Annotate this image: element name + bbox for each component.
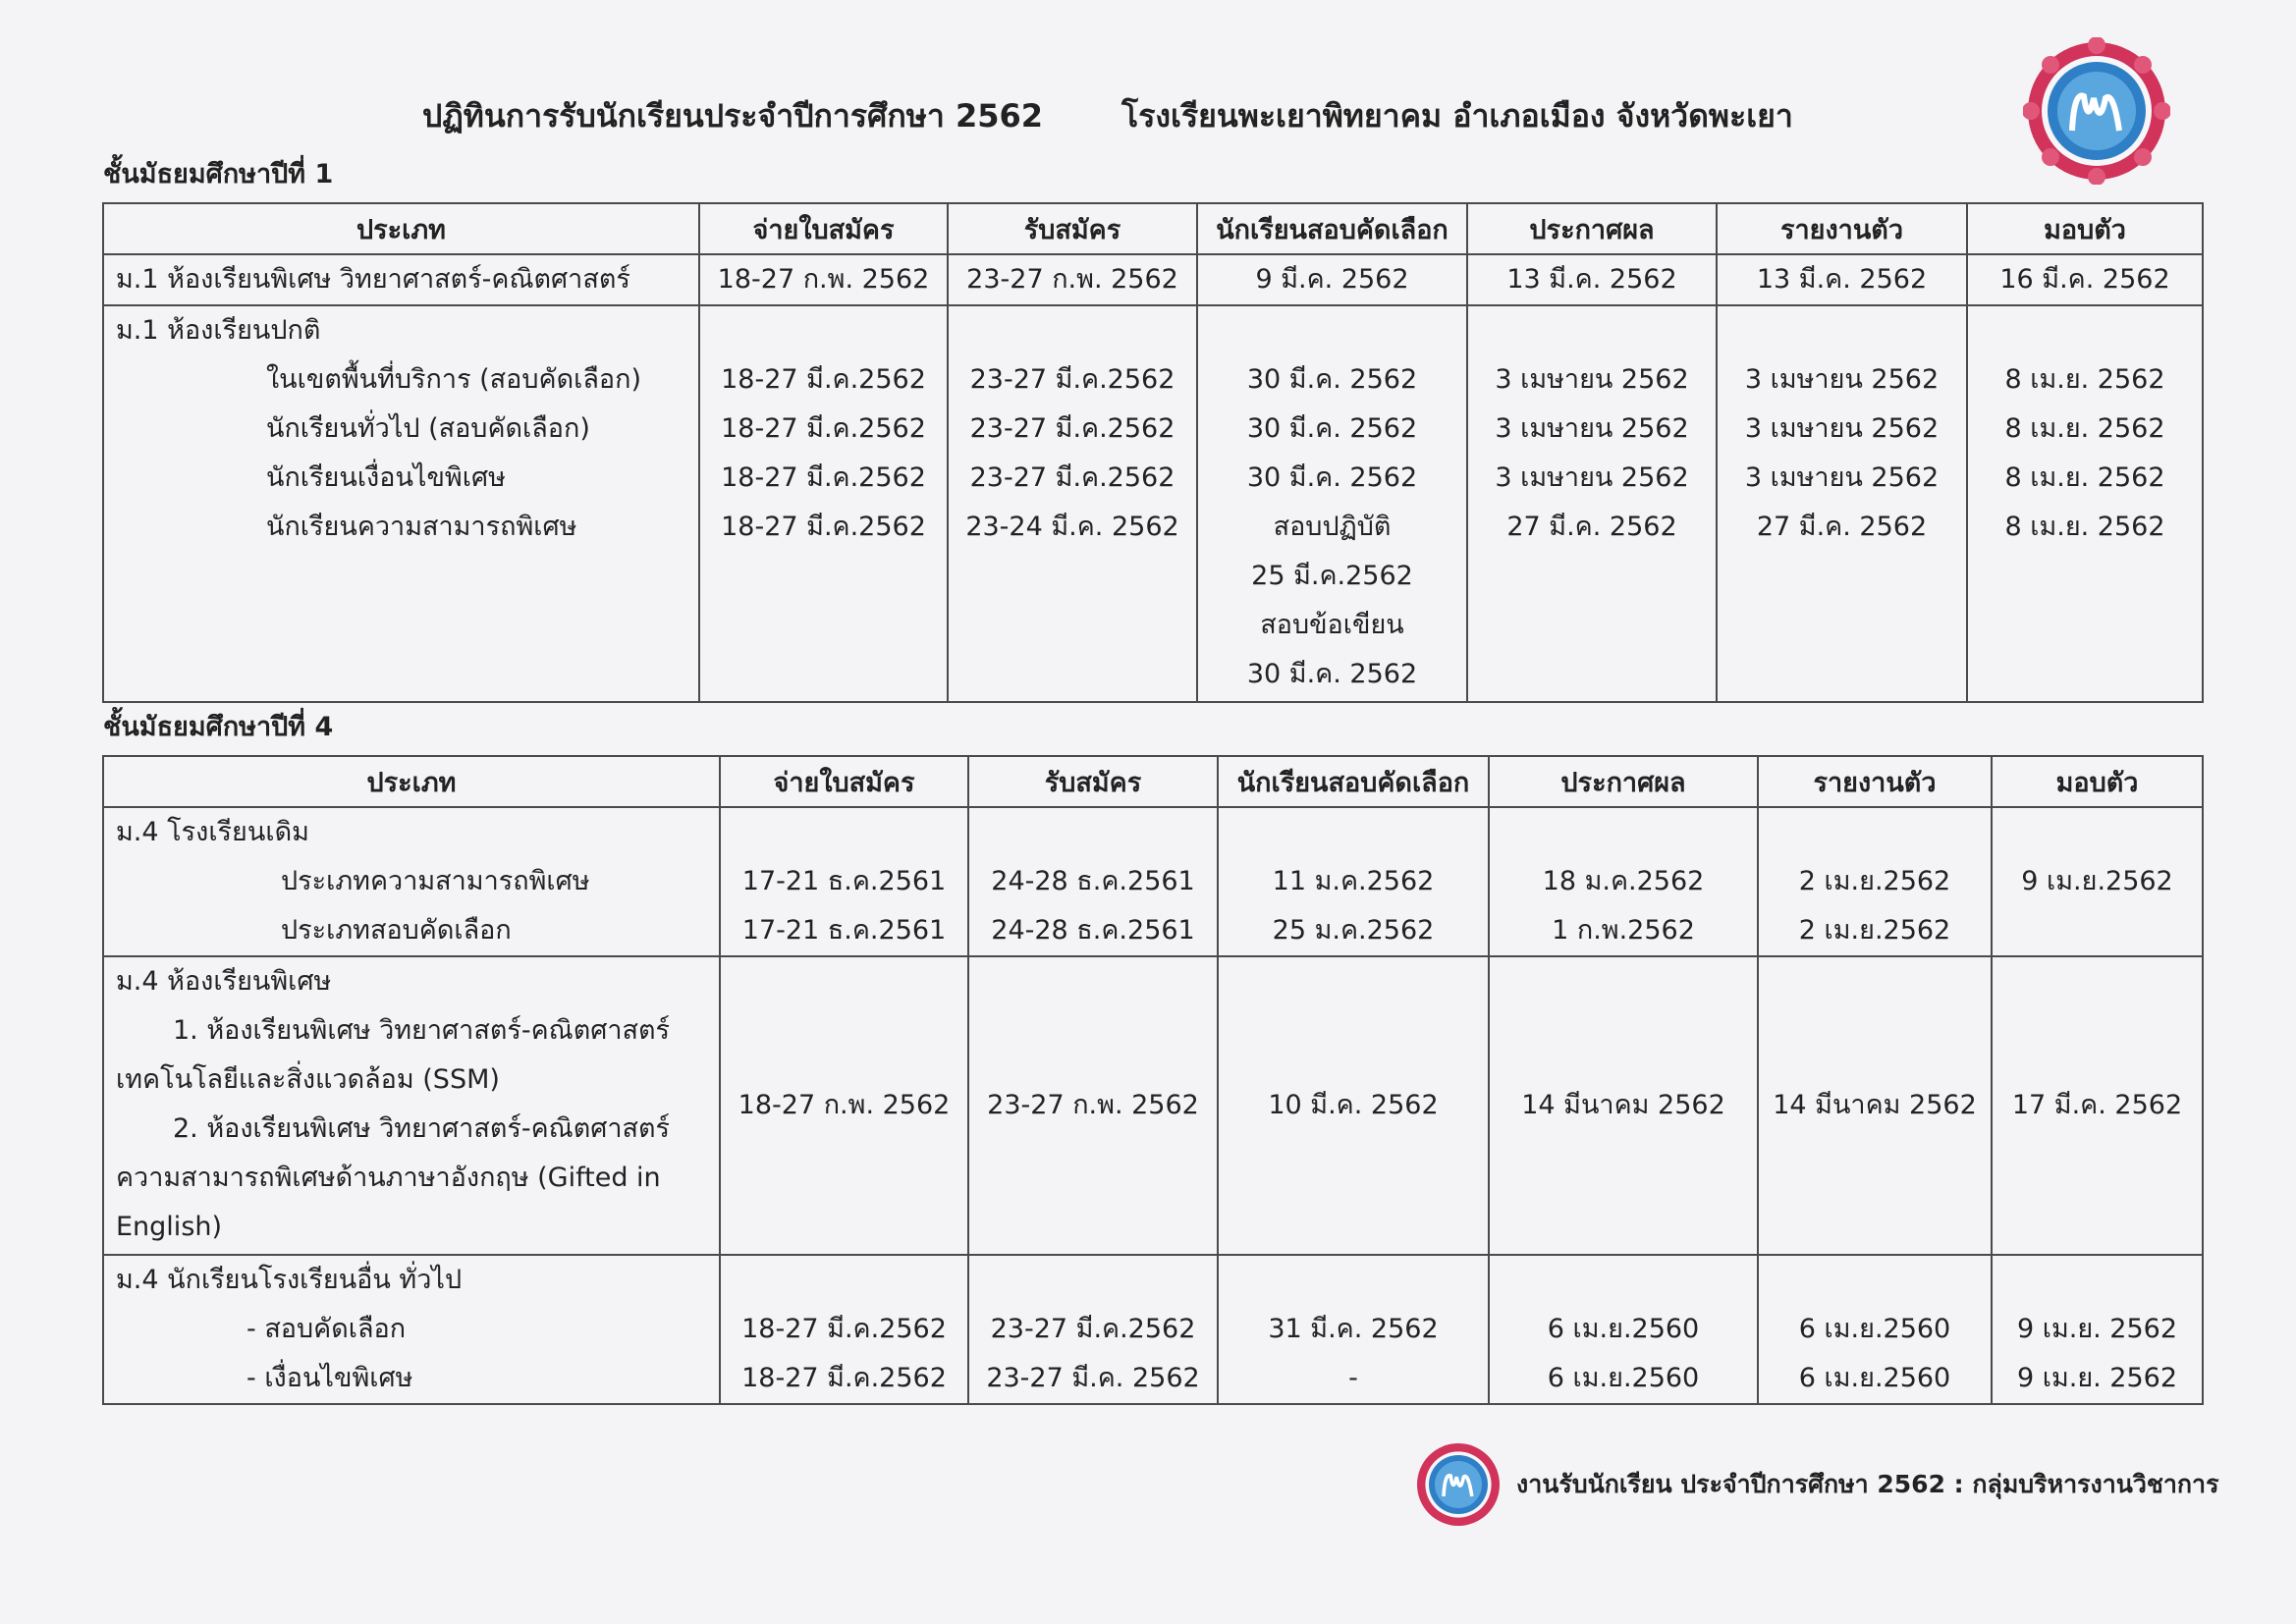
- cell-value: 8 เม.ย. 2562: [2004, 413, 2165, 444]
- row-type: นักเรียนทั่วไป (สอบคัดเลือก): [266, 413, 590, 444]
- cell-value: 9 เม.ย. 2562: [2016, 1314, 2178, 1344]
- row-type: 1. ห้องเรียนพิเศษ วิทยาศาสตร์-คณิตศาสตร์: [173, 1015, 671, 1046]
- cell-value: สอบปฏิบัติ: [1273, 512, 1392, 542]
- cell-value: 23-27 ก.พ. 2562: [987, 1090, 1199, 1120]
- cell-value: 10 มี.ค. 2562: [1268, 1090, 1439, 1120]
- header-enrollment: มอบตัว: [1992, 756, 2203, 807]
- cell-value: 1 ก.พ.2562: [1552, 915, 1695, 946]
- header-enrollment: มอบตัว: [1967, 203, 2203, 254]
- cell-value: 13 มี.ค. 2562: [1506, 264, 1677, 295]
- table-row: [103, 807, 2203, 956]
- row-type: ในเขตพื้นที่บริการ (สอบคัดเลือก): [266, 364, 641, 395]
- header-registration: รับสมัคร: [968, 756, 1218, 807]
- cell-value: 18 ม.ค.2562: [1542, 866, 1705, 896]
- footer-text: งานรับนักเรียน ประจำปีการศึกษา 2562 : กลุ่มบริหารงานวิชาการ: [1516, 1470, 2219, 1498]
- table-row: [103, 1255, 2203, 1404]
- calendar-title: ปฏิทินการรับนักเรียนประจำปีการศึกษา 2562: [422, 97, 1043, 135]
- cell-value: 9 เม.ย.2562: [2021, 866, 2173, 896]
- cell-value: 2 เม.ย.2562: [1798, 915, 1951, 946]
- row-type: ม.1 ห้องเรียนพิเศษ วิทยาศาสตร์-คณิตศาสตร์: [116, 264, 630, 295]
- cell-value: 2 เม.ย.2562: [1798, 866, 1951, 896]
- cell-value: 6 เม.ย.2560: [1547, 1314, 1700, 1344]
- cell-value: 14 มีนาคม 2562: [1521, 1090, 1725, 1120]
- table-header-row: [103, 203, 2203, 254]
- m4-schedule-table: [102, 755, 2204, 1405]
- cell-value: 17-21 ธ.ค.2561: [741, 866, 947, 896]
- cell-value: 13 มี.ค. 2562: [1756, 264, 1928, 295]
- cell-value: 23-24 มี.ค. 2562: [965, 512, 1179, 542]
- cell-value: 3 เมษายน 2562: [1495, 462, 1689, 493]
- cell-value: 18-27 มี.ค.2562: [721, 364, 926, 395]
- cell-value: 25 มี.ค.2562: [1251, 561, 1413, 591]
- cell-value: 17 มี.ค. 2562: [2011, 1090, 2183, 1120]
- page-title: [422, 86, 2043, 145]
- cell-value: 6 เม.ย.2560: [1798, 1314, 1951, 1344]
- header-type: ประเภท: [103, 203, 699, 254]
- row-type: ประเภทความสามารถพิเศษ: [281, 866, 590, 896]
- cell-value: 8 เม.ย. 2562: [2004, 512, 2165, 542]
- cell-value: 23-27 มี.ค. 2562: [986, 1363, 1200, 1393]
- cell-value: 3 เมษายน 2562: [1744, 462, 1940, 493]
- cell-value: 18-27 มี.ค.2562: [721, 413, 926, 444]
- row-type: - สอบคัดเลือก: [246, 1314, 407, 1344]
- cell-value: 18-27 ก.พ. 2562: [738, 1090, 951, 1120]
- footer: [1414, 1435, 2239, 1534]
- header-exam: นักเรียนสอบคัดเลือก: [1197, 203, 1467, 254]
- cell-value: 18-27 มี.ค.2562: [741, 1314, 947, 1344]
- row-type: นักเรียนความสามารถพิเศษ: [266, 512, 577, 542]
- cell-value: 3 เมษายน 2562: [1495, 413, 1689, 444]
- cell-value: 24-28 ธ.ค.2561: [991, 866, 1195, 896]
- m1-schedule-table: [102, 202, 2204, 703]
- cell-value: 23-27 มี.ค.2562: [969, 462, 1175, 493]
- row-type: 2. ห้องเรียนพิเศษ วิทยาศาสตร์-คณิตศาสตร์: [173, 1113, 671, 1144]
- cell-value: 17-21 ธ.ค.2561: [741, 915, 947, 946]
- row-type: English): [116, 1212, 223, 1242]
- cell-value: 18-27 มี.ค.2562: [741, 1363, 947, 1393]
- cell-value: 18-27 ก.พ. 2562: [717, 264, 930, 295]
- cell-value: 23-27 มี.ค.2562: [969, 413, 1175, 444]
- cell-value: -: [1348, 1363, 1358, 1393]
- header-registration: รับสมัคร: [948, 203, 1197, 254]
- header-application: จ่ายใบสมัคร: [720, 756, 968, 807]
- header-application: จ่ายใบสมัคร: [699, 203, 948, 254]
- cell-value: 16 มี.ค. 2562: [1999, 264, 2170, 295]
- table-row: [103, 305, 2203, 702]
- header-type: ประเภท: [103, 756, 720, 807]
- cell-value: 11 ม.ค.2562: [1272, 866, 1435, 896]
- group-heading: ม.4 นักเรียนโรงเรียนอื่น ทั่วไป: [116, 1265, 463, 1295]
- cell-value: 27 มี.ค. 2562: [1506, 512, 1677, 542]
- cell-value: สอบข้อเขียน: [1260, 610, 1404, 640]
- group-heading: ม.1 ห้องเรียนปกติ: [116, 315, 321, 346]
- cell-value: 30 มี.ค. 2562: [1246, 659, 1418, 689]
- cell-value: 9 มี.ค. 2562: [1255, 264, 1409, 295]
- cell-value: 30 มี.ค. 2562: [1246, 413, 1418, 444]
- cell-value: 18-27 มี.ค.2562: [721, 512, 926, 542]
- cell-value: 8 เม.ย. 2562: [2004, 364, 2165, 395]
- cell-value: 8 เม.ย. 2562: [2004, 462, 2165, 493]
- header-announcement: ประกาศผล: [1489, 756, 1758, 807]
- cell-value: 6 เม.ย.2560: [1798, 1363, 1951, 1393]
- cell-value: 25 ม.ค.2562: [1272, 915, 1435, 946]
- table-row: [103, 254, 2203, 305]
- cell-value: 23-27 มี.ค.2562: [990, 1314, 1196, 1344]
- cell-value: 31 มี.ค. 2562: [1268, 1314, 1439, 1344]
- cell-value: 24-28 ธ.ค.2561: [991, 915, 1195, 946]
- row-type: - เงื่อนไขพิเศษ: [246, 1363, 413, 1393]
- cell-value: 18-27 มี.ค.2562: [721, 462, 926, 493]
- row-type: เทคโนโลยีและสิ่งแวดล้อม (SSM): [116, 1064, 500, 1095]
- cell-value: 30 มี.ค. 2562: [1246, 462, 1418, 493]
- school-seal-small-icon: [1414, 1440, 1503, 1529]
- cell-value: 23-27 ก.พ. 2562: [966, 264, 1178, 295]
- table-header-row: [103, 756, 2203, 807]
- cell-value: 3 เมษายน 2562: [1495, 364, 1689, 395]
- row-type: นักเรียนเงื่อนไขพิเศษ: [266, 462, 506, 493]
- header-announcement: ประกาศผล: [1467, 203, 1717, 254]
- group-heading: ม.4 ห้องเรียนพิเศษ: [116, 966, 332, 997]
- cell-value: 23-27 มี.ค.2562: [969, 364, 1175, 395]
- row-type: ความสามารถพิเศษด้านภาษาอังกฤษ (Gifted in: [116, 1163, 661, 1193]
- cell-value: 27 มี.ค. 2562: [1756, 512, 1928, 542]
- section-label-m4: ชั้นมัธยมศึกษาปีที่ 4: [103, 712, 334, 742]
- cell-value: 3 เมษายน 2562: [1744, 364, 1940, 395]
- cell-value: 6 เม.ย.2560: [1547, 1363, 1700, 1393]
- row-type: ประเภทสอบคัดเลือก: [281, 915, 512, 946]
- header-report: รายงานตัว: [1717, 203, 1967, 254]
- cell-value: 9 เม.ย. 2562: [2016, 1363, 2178, 1393]
- header-report: รายงานตัว: [1758, 756, 1992, 807]
- school-seal-icon: [2023, 37, 2170, 185]
- table-row: [103, 956, 2203, 1255]
- header-exam: นักเรียนสอบคัดเลือก: [1218, 756, 1489, 807]
- cell-value: 30 มี.ค. 2562: [1246, 364, 1418, 395]
- cell-value: 3 เมษายน 2562: [1744, 413, 1940, 444]
- section-label-m1: ชั้นมัธยมศึกษาปีที่ 1: [103, 159, 334, 189]
- cell-value: 14 มีนาคม 2562: [1773, 1090, 1977, 1120]
- school-name: โรงเรียนพะเยาพิทยาคม อำเภอเมือง จังหวัดพะเยา: [1121, 97, 1793, 135]
- group-heading: ม.4 โรงเรียนเดิม: [116, 817, 309, 847]
